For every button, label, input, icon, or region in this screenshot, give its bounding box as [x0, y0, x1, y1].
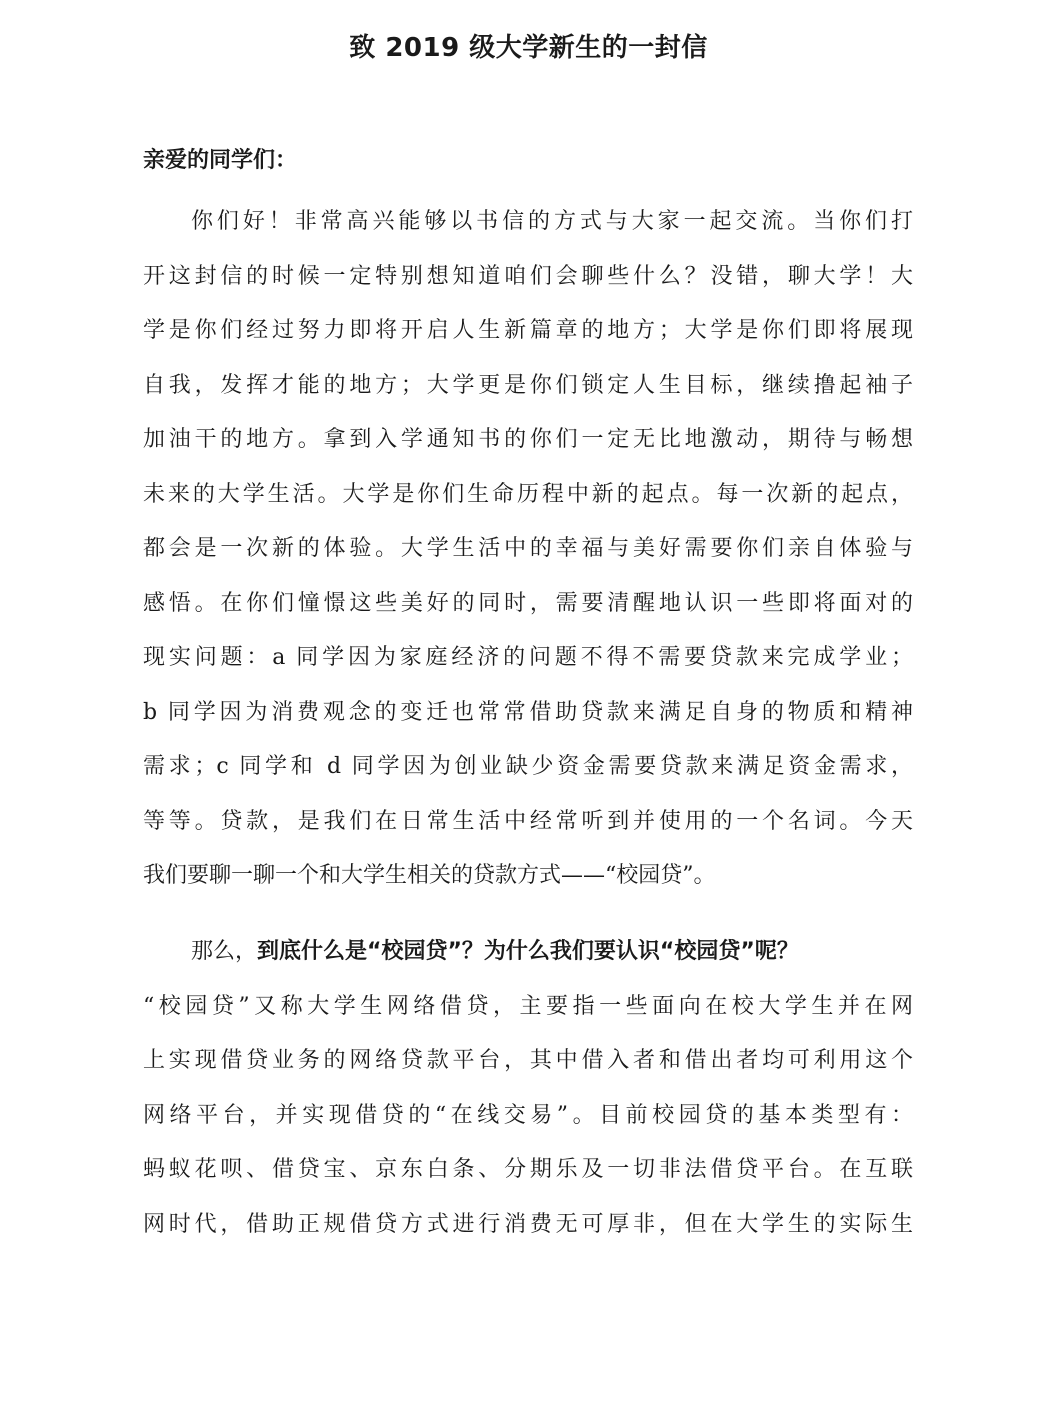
- paragraph-2-lead: [143, 925, 913, 980]
- text-line: 现实问题：a 同学因为家庭经济的问题不得不需要贷款来完成学业；: [143, 645, 913, 670]
- lead-bold-question: 到底什么是“校园贷”？为什么我们要认识“校园贷”呢？: [257, 939, 799, 964]
- lead-plain-text: 那么，: [191, 939, 258, 964]
- text-line: 未来的大学生活。大学是你们生命历程中新的起点。每一次新的起点，: [143, 481, 913, 507]
- paragraph-2: [143, 925, 913, 1252]
- text-line: 开这封信的时候一定特别想知道咱们会聊些什么？没错，聊大学！大: [143, 263, 913, 289]
- text-line: 蚂蚁花呗、借贷宝、京东白条、分期乐及一切非法借贷平台。在互联: [143, 1157, 913, 1182]
- text-line: 自我，发挥才能的地方；大学更是你们锁定人生目标，继续撸起袖子: [143, 372, 913, 398]
- text-line: 网时代，借助正规借贷方式进行消费无可厚非，但在大学生的实际生: [143, 1211, 913, 1237]
- text-line: b 同学因为消费观念的变迁也常常借助贷款来满足自身的物质和精神: [143, 699, 913, 725]
- letter-title: 致 2019 级大学新生的一封信: [349, 33, 708, 63]
- text-line: “校园贷”又称大学生网络借贷，主要指一些面向在校大学生并在网: [143, 993, 913, 1019]
- text-line: 等等。贷款，是我们在日常生活中经常听到并使用的一个名词。今天: [143, 808, 913, 834]
- paragraph-1: [143, 195, 913, 904]
- text-line: 加油干的地方。拿到入学通知书的你们一定无比地激动，期待与畅想: [143, 427, 913, 452]
- text-line: 你们好！非常高兴能够以书信的方式与大家一起交流。当你们打: [191, 209, 913, 234]
- text-line: 需求；c 同学和 d 同学因为创业缺少资金需要贷款来满足资金需求，: [143, 754, 913, 779]
- text-line: 上实现借贷业务的网络贷款平台，其中借入者和借出者均可利用这个: [143, 1048, 913, 1073]
- text-line: 学是你们经过努力即将开启人生新篇章的地方；大学是你们即将展现: [143, 318, 913, 343]
- text-line: 网络平台，并实现借贷的“在线交易”。目前校园贷的基本类型有：: [143, 1102, 913, 1128]
- salutation: 亲爱的同学们：: [143, 148, 298, 173]
- text-line: 我们要聊一聊一个和大学生相关的贷款方式——“校园贷”。: [143, 863, 716, 888]
- text-line: 感悟。在你们憧憬这些美好的同时，需要清醒地认识一些即将面对的: [143, 590, 913, 616]
- text-line: 都会是一次新的体验。大学生活中的幸福与美好需要你们亲自体验与: [143, 536, 913, 561]
